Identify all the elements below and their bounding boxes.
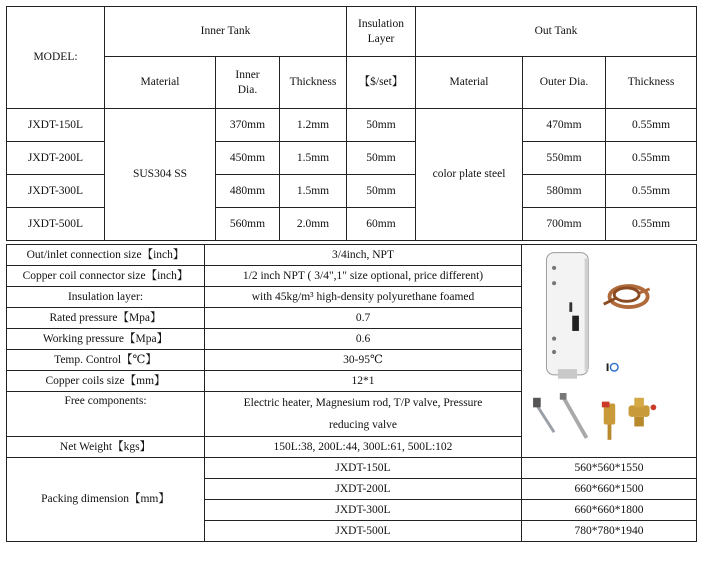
- table-row: [7, 109, 697, 142]
- out-thickness-cell: 0.55mm: [606, 175, 697, 208]
- packing-dim: 780*780*1940: [522, 521, 697, 542]
- insulation-header-line2: Layer: [367, 32, 395, 45]
- spec-value: 12*1: [205, 371, 522, 392]
- spec-label: Working pressure【Mpa】: [7, 329, 205, 350]
- model-cell: JXDT-500L: [7, 208, 105, 241]
- model-cell: JXDT-150L: [7, 109, 105, 142]
- inner-material-header: Material: [105, 57, 216, 109]
- inner-dia-cell: 560mm: [216, 208, 280, 241]
- spec-label: Out/inlet connection size【inch】: [7, 245, 205, 266]
- packing-dim: 660*660*1500: [522, 479, 697, 500]
- free-components-line2: reducing valve: [328, 419, 397, 431]
- spec-value: 0.6: [205, 329, 522, 350]
- insulation-cell: 50mm: [347, 109, 416, 142]
- inner-dia-cell: 450mm: [216, 142, 280, 175]
- packing-model: JXDT-200L: [205, 479, 522, 500]
- thickness-cell: 2.0mm: [280, 208, 347, 241]
- net-weight-value: 150L:38, 200L:44, 300L:61, 500L:102: [205, 437, 522, 458]
- net-weight-label: Net Weight【kgs】: [7, 437, 205, 458]
- outer-dia-cell: 550mm: [523, 142, 606, 175]
- out-tank-header: Out Tank: [416, 7, 697, 57]
- insulation-cell: 50mm: [347, 175, 416, 208]
- model-cell: JXDT-300L: [7, 175, 105, 208]
- spec-label: Temp. Control【℃】: [7, 350, 205, 371]
- tp-valve-photo: [602, 402, 615, 440]
- outer-dia-cell: 580mm: [523, 175, 606, 208]
- product-images: [522, 245, 696, 457]
- inner-tank-header: Inner Tank: [105, 7, 347, 57]
- price-header: 【$/set】: [347, 57, 416, 109]
- free-components-label: Free components:: [7, 392, 205, 437]
- spec-label: Rated pressure【Mpa】: [7, 308, 205, 329]
- thickness-cell: 1.5mm: [280, 175, 347, 208]
- spec-value: 30-95℃: [205, 350, 522, 371]
- inner-dia-cell: 370mm: [216, 109, 280, 142]
- out-thickness-cell: 0.55mm: [606, 109, 697, 142]
- out-material-cell: color plate steel: [416, 109, 523, 241]
- inner-dia-header: [216, 57, 280, 109]
- electric-heater-photo: [533, 398, 554, 432]
- packing-model: JXDT-500L: [205, 521, 522, 542]
- spec-row: [7, 245, 697, 266]
- packing-dim: 560*560*1550: [522, 458, 697, 479]
- spec-label: Copper coil connector size【inch】: [7, 266, 205, 287]
- out-thickness-header: Thickness: [606, 57, 697, 109]
- product-images-cell: [522, 245, 697, 458]
- spec-value: 0.7: [205, 308, 522, 329]
- spec-label: Insulation layer:: [7, 287, 205, 308]
- out-thickness-cell: 0.55mm: [606, 208, 697, 241]
- tank-spec-table: [6, 6, 697, 241]
- packing-model: JXDT-150L: [205, 458, 522, 479]
- free-components-line1: Electric heater, Magnesium rod, T/P valve, Pressure: [243, 397, 483, 409]
- magnesium-rod-photo: [560, 393, 587, 438]
- outer-dia-cell: 470mm: [523, 109, 606, 142]
- inner-dia-header-line1: Inner: [235, 69, 260, 82]
- insulation-cell: 60mm: [347, 208, 416, 241]
- spec-value: 3/4inch, NPT: [205, 245, 522, 266]
- inner-material-cell: SUS304 SS: [105, 109, 216, 241]
- packing-dim: 660*660*1800: [522, 500, 697, 521]
- free-components-value: [205, 392, 522, 437]
- inner-thickness-header: Thickness: [280, 57, 347, 109]
- spec-value: 1/2 inch NPT ( 3/4",1" size optional, price different): [205, 266, 522, 287]
- packing-row: [7, 458, 697, 479]
- packing-label: Packing dimension【mm】: [7, 458, 205, 542]
- pressure-reducing-valve-photo: [629, 398, 657, 427]
- spec-label: Copper coils size【mm】: [7, 371, 205, 392]
- inner-dia-header-line2: Dia.: [237, 83, 258, 96]
- outer-dia-cell: 700mm: [523, 208, 606, 241]
- spec-value: with 45kg/m³ high-density polyurethane foamed: [205, 287, 522, 308]
- water-tank-photo: [546, 253, 588, 379]
- thickness-cell: 1.5mm: [280, 142, 347, 175]
- packing-model: JXDT-300L: [205, 500, 522, 521]
- insulation-cell: 50mm: [347, 142, 416, 175]
- insulation-header: [347, 7, 416, 57]
- model-header: MODEL:: [7, 7, 105, 109]
- certification-logo: [607, 363, 618, 371]
- insulation-header-line1: Insulation: [358, 18, 404, 31]
- general-spec-table: [6, 244, 697, 542]
- thickness-cell: 1.2mm: [280, 109, 347, 142]
- inner-dia-cell: 480mm: [216, 175, 280, 208]
- copper-coil-photo: [604, 286, 650, 307]
- out-material-header: Material: [416, 57, 523, 109]
- model-cell: JXDT-200L: [7, 142, 105, 175]
- outer-dia-header: Outer Dia.: [523, 57, 606, 109]
- out-thickness-cell: 0.55mm: [606, 142, 697, 175]
